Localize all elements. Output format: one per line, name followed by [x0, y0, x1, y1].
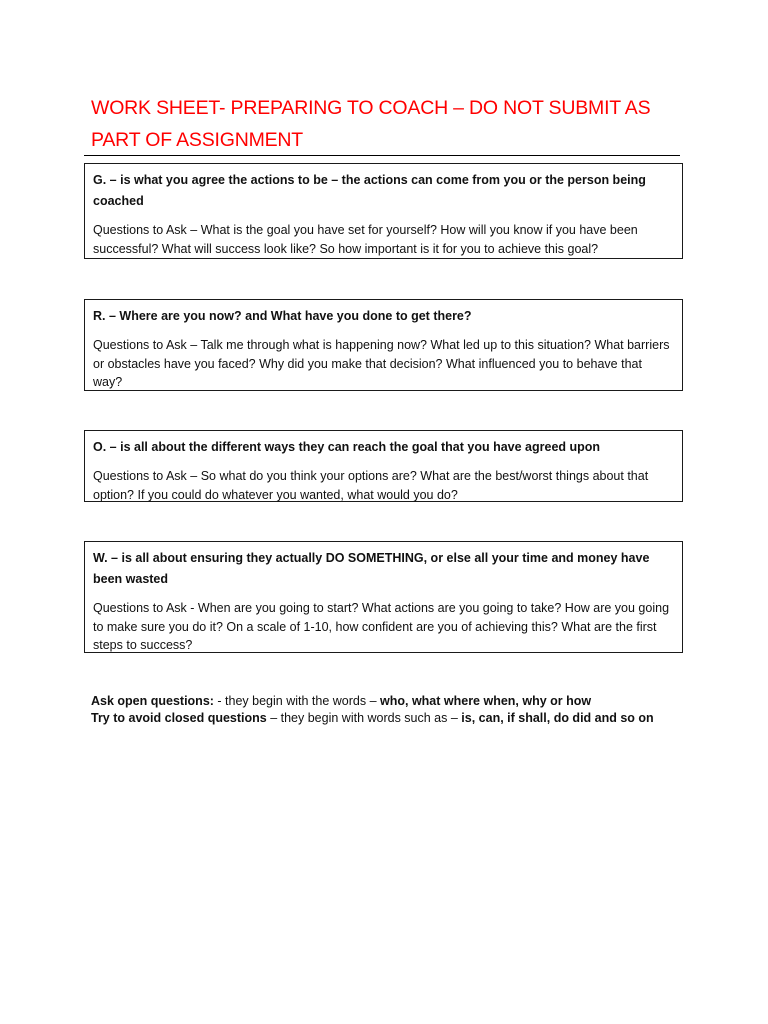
question-tips — [91, 693, 711, 727]
closed-questions-words: is, can, if shall, do did and so on — [461, 711, 654, 725]
title-line-2: PART OF ASSIGNMENT — [91, 129, 304, 151]
section-g-heading: G. – is what you agree the actions to be – the actions can come from you or the person being coached — [93, 173, 646, 208]
title-line-1: WORK SHEET- PREPARING TO COACH – DO NOT SUBMIT AS — [91, 97, 651, 119]
section-r-heading: R. – Where are you now? and What have you done to get there? — [93, 309, 472, 323]
section-w-questions: Questions to Ask - When are you going to start? What actions are you going to take? How are you going to make sure you do it? On a scale of 1-10, how confident are you of achieving this? What are the first steps to success? — [93, 601, 670, 652]
section-r-questions: Questions to Ask – Talk me through what is happening now? What led up to this situation? What barriers or obstacles have you faced? Why did you make that decision? What influenced you to behave that way? — [93, 338, 670, 389]
section-g-box — [84, 163, 683, 259]
title-divider — [84, 155, 680, 156]
section-o-box — [84, 430, 683, 502]
section-w-box — [84, 541, 683, 653]
closed-questions-text: – they begin with words such as – — [266, 711, 462, 725]
open-questions-label: Ask open questions: — [91, 694, 214, 708]
section-w-heading: W. – is all about ensuring they actually DO SOMETHING, or else all your time and money have been wasted — [93, 551, 650, 586]
closed-questions-tip — [91, 710, 711, 727]
open-questions-words: who, what where when, why or how — [380, 694, 592, 708]
section-r-box — [84, 299, 683, 391]
section-o-heading: O. – is all about the different ways they can reach the goal that you have agreed upon — [93, 440, 601, 454]
open-questions-text: - they begin with the words – — [213, 694, 380, 708]
section-o-questions: Questions to Ask – So what do you think your options are? What are the best/worst things about that option? If you could do whatever you wanted, what would you do? — [93, 469, 649, 502]
open-questions-tip — [91, 693, 711, 710]
section-g-questions: Questions to Ask – What is the goal you have set for yourself? How will you know if you have been successful? What will success look like? So how important is it for you to achieve this goal? — [93, 223, 638, 256]
worksheet-title — [91, 92, 691, 156]
closed-questions-label: Try to avoid closed questions — [91, 711, 267, 725]
